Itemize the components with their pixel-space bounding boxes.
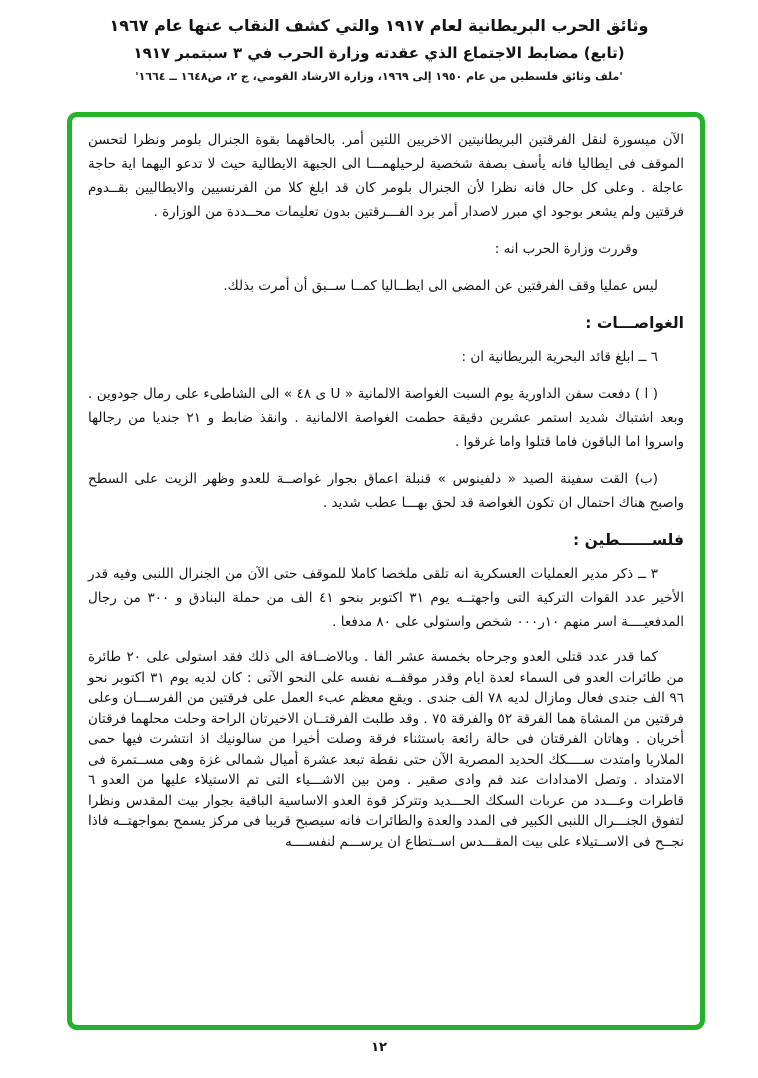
paragraph: وقررت وزارة الحرب انه :	[494, 241, 638, 257]
section-heading-palestine: فلســــــطين :	[572, 531, 684, 549]
document-title: وثائق الحرب البريطانية لعام ١٩١٧ والتي كشف النقاب عنها عام ١٩٦٧	[109, 16, 649, 35]
paragraph: الآن ميسورة لنقل الفرقتين البريطانيتين الاخريين اللتين أمر. بالحاقهما بقوة الجنرال بلومر ونظرا لتحسن الموقف فى ايطاليا فانه يأسف بصفة شخصية لرحيلهمـــا الى الجبهة الايطالية حيث لا تدعو اليهما اية حاجة عاجلة . وعلى كل حال فانه نظرا لأن الجنرال بلومر كان قد ابلغ كلا من الفرنسيين والايطاليين بقــدوم فرقتين ولم يشعر بوجود اي مبرر لاصدار أمر برد الفـــرقتين بدون تعليمات محــددة من الوزارة .	[88, 132, 684, 220]
page-number: ١٢	[371, 1040, 387, 1055]
document-header	[0, 16, 758, 83]
source-citation: 'ملف وثائق فلسطين من عام ١٩٥٠ إلى ١٩٦٩، وزارة الارشاد القومي، ج ٢، ص١٦٤٨ ــ ١٦٦٤'	[135, 70, 623, 83]
paragraph: ٦ ــ ابلغ قائد البحرية البريطانية ان :	[461, 349, 658, 365]
paragraph: كما قدر عدد قتلى العدو وجرحاه بخمسة عشر الفا . وبالاضــافة الى ذلك فقد استولى على ٢٠ طائرة من طائرات العدو فى السماء لعدة ايام وقدر موقفــه نفسه على النحو الآتى : كان لديه يوم ٣١ اكتوبر نحو ٩٦ الف جندى فعال ومازال لديه ٧٨ الف جندى . ويقع معظم عبء العمل على فرقتين من الفرســـان وعلى فرقتين من المشاة هما الفرقة ٥٢ والفرقة ٧٥ . وقد طلبت الفرقتــان الاخيرتان الراحة وحلت محلهما فرقتان أخريان . وهاتان الفرقتان فى حالة رائعة باستثناء فرقة وصلت أخيرا من سالونيك اذ انتشرت فيها حمى الملاريا وامتدت ســــكك الحديد المصرية الآن حتى نقطة تبعد عشرة أميال شمالى غزة وهى مســتمرة فى الامتداد . وتصل الامدادات عند فم وادى صقير . ومن بين الاشـــياء التى تم الاستيلاء عليها من العدو ٦ قاطرات وعـــدد من عربات السكك الحـــديد وتتركز قوة العدو الاساسية الباقية بجوار بيت المقدس ونظرا لتفوق الجنـــرال اللنبى الكبير فى المدد والعدة والطائرات فانه سيصبح قريبا فى مركز يسمح بمواجهتــه فاذا نجــح فى الاســتيلاء على بيت المقـــدس اســتطاع ان يرســـم لنفســــه	[88, 649, 685, 850]
section-heading-submarines: الغواصـــات :	[585, 314, 684, 332]
paragraph: ليس عمليا وقف الفرقتين عن المضى الى ايطــاليا كمــا ســبق أن أمرت بذلك.	[223, 278, 658, 294]
paragraph: ( ا ) دفعت سفن الداورية يوم السبت الغواصة الالمانية « U ى ٤٨ » الى الشاطىء على رمال جودوين . وبعد اشتباك شديد استمر عشرين دقيقة حطمت الغواصة الالمانية . وانقذ ضابط و ٢١ جنديا من رجالها واسروا اما الباقون فاما قتلوا واما غرقوا .	[88, 386, 684, 450]
paragraph: (ب) القت سفينة الصيد « دلفينوس » قنبلة اعماق بجوار غواصــة للعدو وظهر الزيت على السطح واصبح هناك احتمال ان تكون الغواصة قد لحق بهـــا عطب شديد .	[88, 471, 684, 511]
document-body	[88, 128, 684, 852]
document-subtitle: (تابع) مضابط الاجتماع الذي عقدته وزارة الحرب في ٣ سبتمبر ١٩١٧	[133, 44, 625, 62]
paragraph: ٣ ــ ذكر مدير العمليات العسكرية انه تلقى ملخصا كاملا للموقف حتى الآن من الجنرال اللنبى وفيه قدر الأخير عدد القوات التركية التى واجهتــه يوم ٣١ اكتوبر بنحو ٤١ الف من حملة البنادق و ٣٠٠ من رجال المدفعيــــة اسر منهم ١٠ر٠٠٠ شخص واستولى على ٨٠ مدفعا .	[88, 566, 684, 630]
